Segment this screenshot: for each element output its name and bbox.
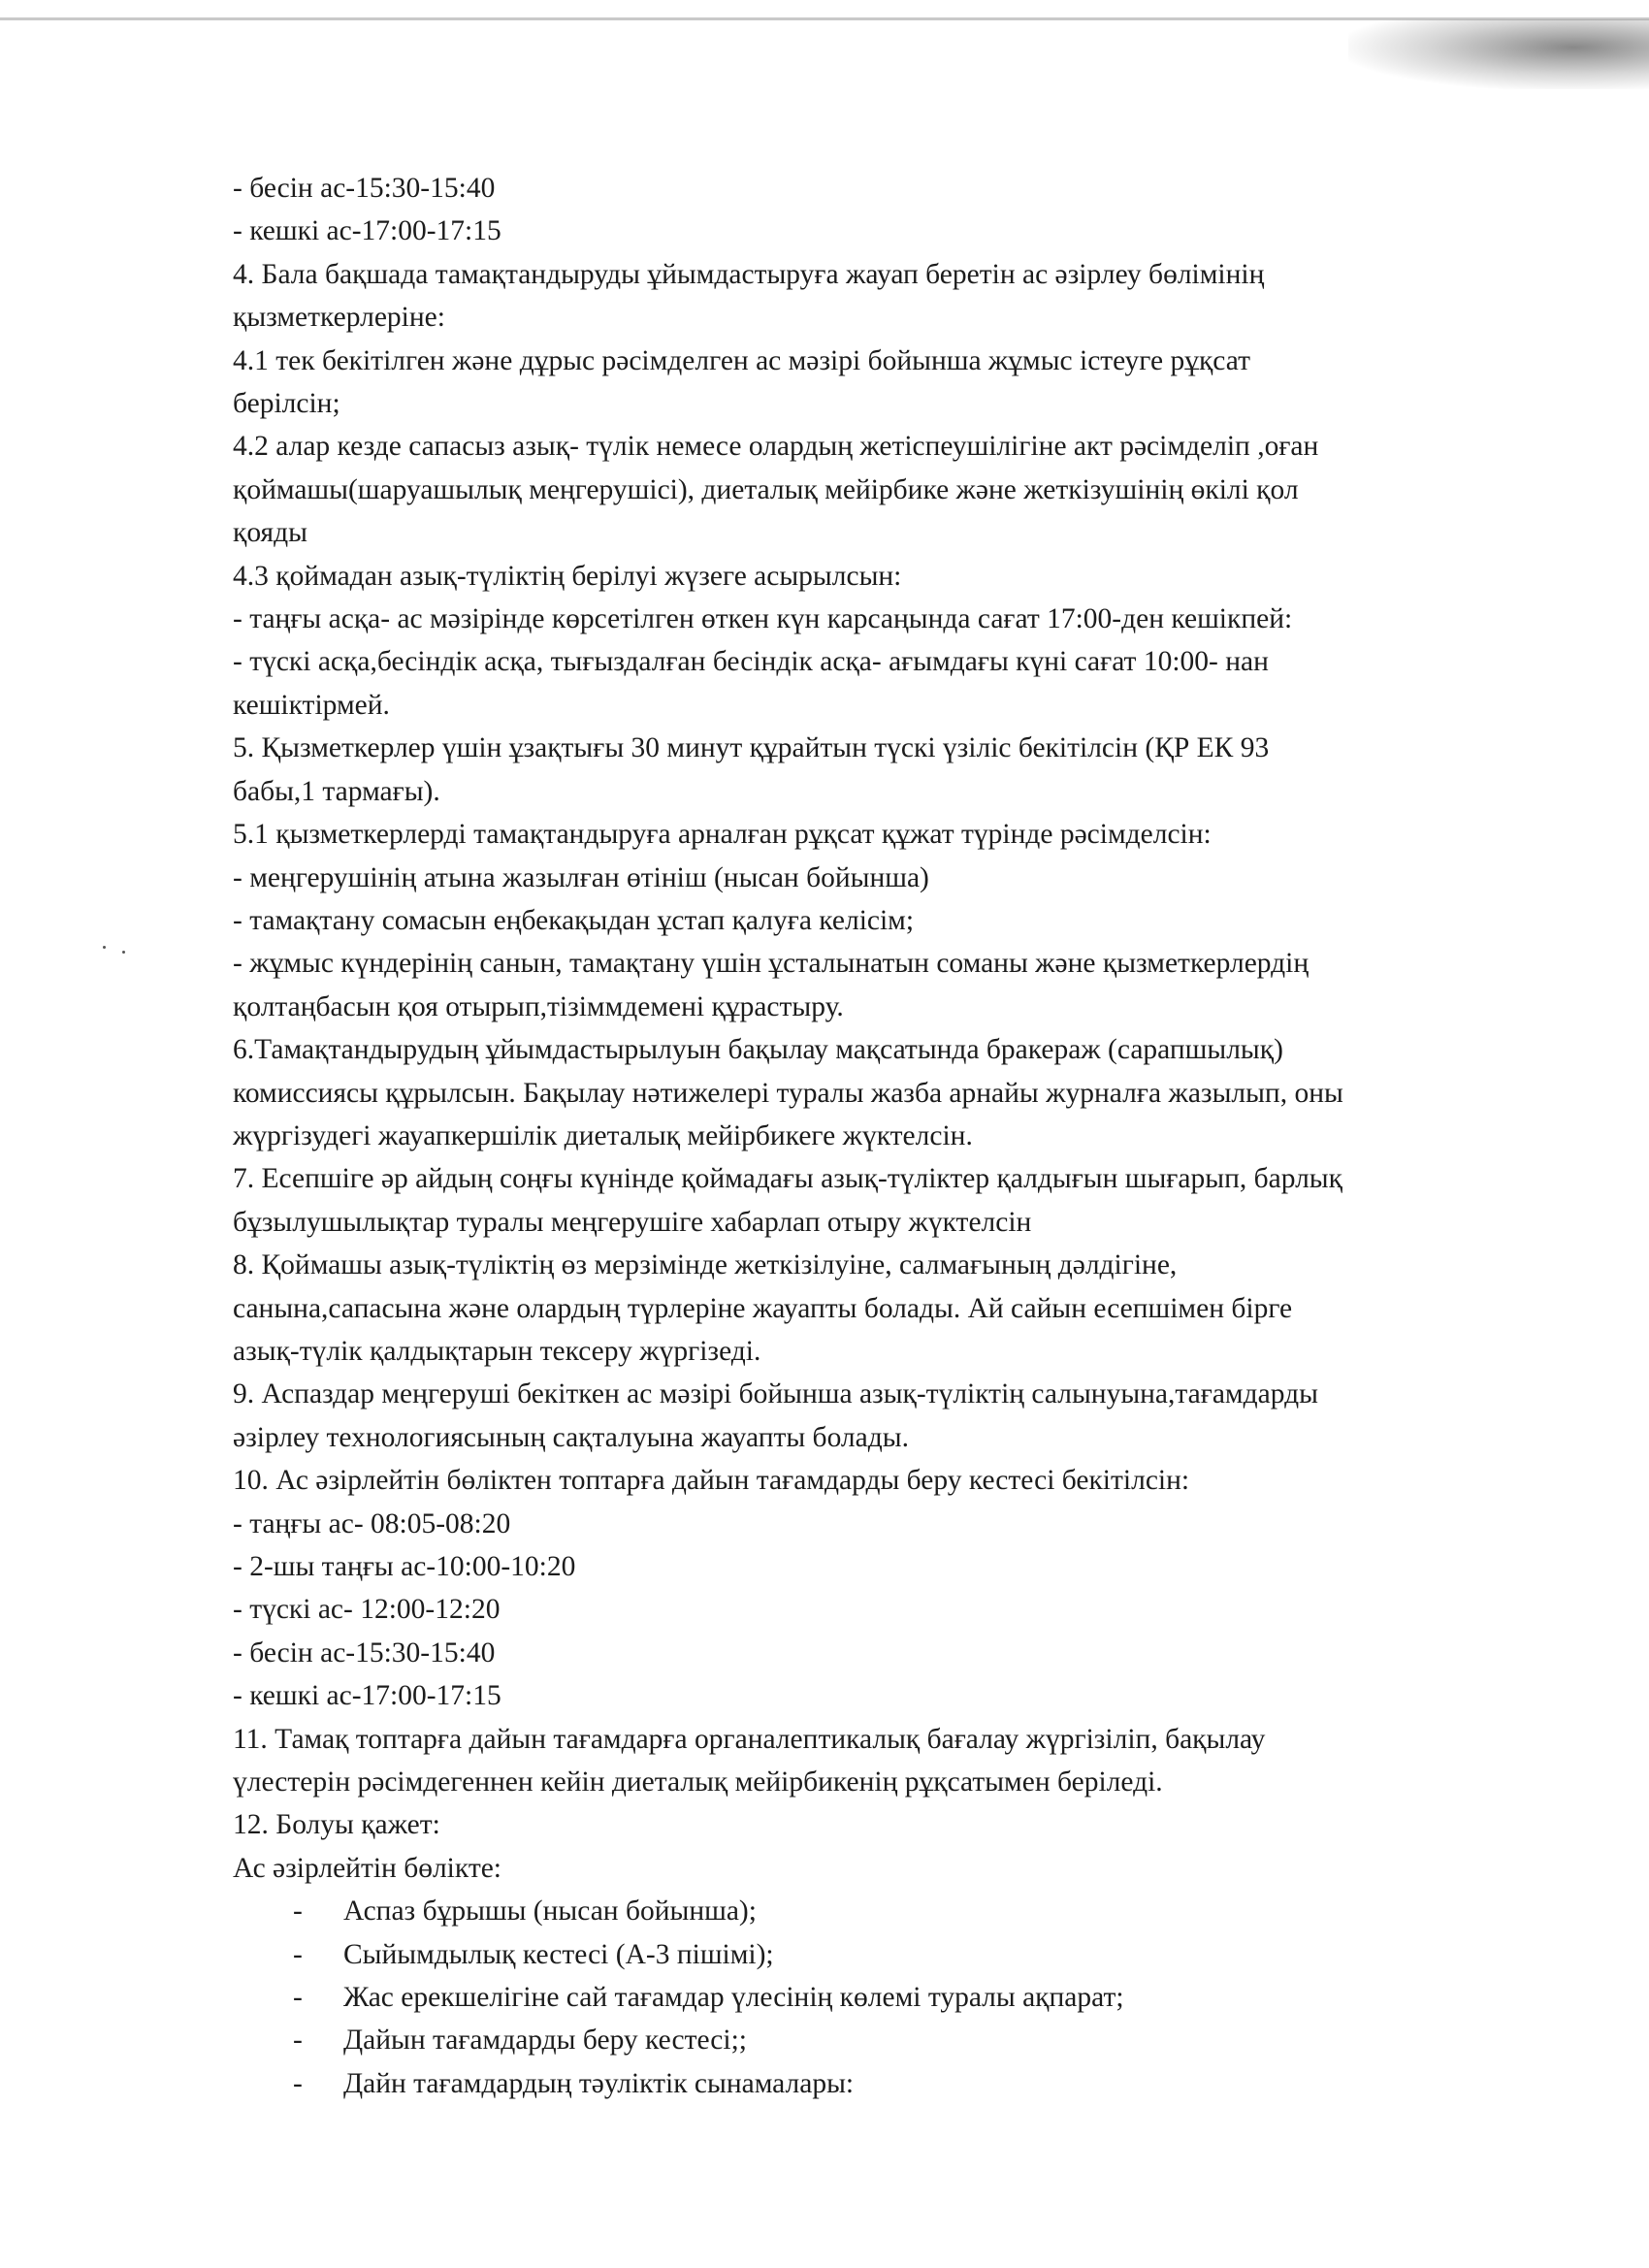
list-item-text: Сыйымдылық кестесі (А-3 пішімі); — [343, 1938, 774, 1970]
text-line: қызметкерлеріне: — [233, 302, 445, 334]
list-bullet: - — [293, 2025, 303, 2057]
list-item — [293, 1976, 1533, 2019]
text-line: Ас әзірлейтін бөлікте: — [233, 1852, 501, 1884]
list-item — [293, 1890, 1533, 1932]
document-body — [233, 167, 1533, 2105]
text-line: - тамақтану сомасын еңбекақыдан ұстап қалуға келісім; — [233, 904, 915, 936]
text-line: азық-түлік қалдықтарын тексеру жүргізеді. — [233, 1335, 761, 1367]
text-line: үлестерін рәсімдегеннен кейін диеталық мейірбикенің рұқсатымен беріледі. — [233, 1766, 1163, 1798]
scan-speck — [103, 946, 106, 949]
text-line: - бесін ас-15:30-15:40 — [233, 173, 496, 204]
text-line: 12. Болуы қажет: — [233, 1809, 440, 1841]
text-line: бұзылушылықтар туралы меңгерушіге хабарлап отыру жүктелсін — [233, 1206, 1032, 1238]
text-line: 10. Ас әзірлейтін бөліктен топтарға дайын тағамдарды беру кестесі бекітілсін: — [233, 1465, 1190, 1497]
text-line: 4.1 тек бекітілген және дұрыс рәсімделген ас мәзірі бойынша жұмыс істеуге рұқсат — [233, 344, 1250, 376]
text-line: - кешкі ас-17:00-17:15 — [233, 1680, 501, 1712]
text-line: 9. Аспаздар меңгеруші бекіткен ас мәзірі бойынша азық-түліктің салынуына,тағамдарды — [233, 1378, 1318, 1410]
text-line: қоймашы(шаруашылық меңгерушісі), диеталық мейірбике және жеткізушінің өкілі қол — [233, 473, 1299, 505]
text-line: - меңгерушінің атына жазылған өтініш (нысан бойынша) — [233, 861, 929, 893]
text-line: 7. Есепшіге әр айдың соңғы күнінде қоймадағы азық-түліктер қалдығын шығарып, барлық — [233, 1163, 1342, 1195]
text-line: комиссиясы құрылсын. Бақылау нәтижелері туралы жазба арнайы журналға жазылып, оны — [233, 1077, 1343, 1109]
list-item — [293, 2062, 1533, 2105]
text-line: 4.3 қоймадан азық-түліктің берілуі жүзеге асырылсын: — [233, 560, 902, 592]
list-item — [293, 1933, 1533, 1976]
text-line: 5. Қызметкерлер үшін ұзақтығы 30 минут құрайтын түскі үзіліс бекітілсін (ҚР ЕК 93 — [233, 732, 1270, 764]
list-bullet: - — [293, 1982, 303, 2014]
list-bullet: - — [293, 1938, 303, 1970]
text-line: кешіктірмей. — [233, 689, 390, 721]
text-line: санына,сапасына және олардың түрлеріне жауапты болады. Ай сайын есепшімен бірге — [233, 1292, 1293, 1324]
text-line: - кешкі ас-17:00-17:15 — [233, 215, 501, 247]
text-line: 5.1 қызметкерлерді тамақтандыруға арналған рұқсат құжат түрінде рәсімделсін: — [233, 819, 1212, 851]
scan-speck — [122, 951, 125, 954]
text-line: әзірлеу технологиясының сақталуына жауапты болады. — [233, 1421, 909, 1453]
text-line: - жұмыс күндерінің санын, тамақтану үшін ұсталынатын соманы және қызметкерлердің — [233, 948, 1310, 980]
text-line: - таңғы ас- 08:05-08:20 — [233, 1507, 511, 1539]
text-line: 11. Тамақ топтарға дайын тағамдарға органалептикалық бағалау жүргізіліп, бақылау — [233, 1723, 1266, 1755]
text-line: 4.2 алар кезде сапасыз азық- түлік немесе олардың жетіспеушілігіне акт рәсімделіп ,оған — [233, 431, 1319, 463]
list-item-text: Жас ерекшелігіне сай тағамдар үлесінің көлемі туралы ақпарат; — [343, 1982, 1124, 2014]
text-line: жүргізудегі жауапкершілік диеталық мейірбикеге жүктелсін. — [233, 1119, 973, 1151]
text-line: - 2-шы таңғы ас-10:00-10:20 — [233, 1551, 576, 1582]
text-line: - түскі асқа,бесіндік асқа, тығыздалған бесіндік асқа- ағымдағы күні сағат 10:00- нан — [233, 646, 1269, 678]
list-bullet: - — [293, 2067, 303, 2099]
text-line: қояды — [233, 517, 307, 549]
requirements-list — [293, 1890, 1533, 2105]
text-line: бабы,1 тармағы). — [233, 775, 440, 807]
list-item-text: Дайн тағамдардың тәуліктік сынамалары: — [343, 2067, 855, 2099]
list-item — [293, 2019, 1533, 2061]
text-line: қолтаңбасын қоя отырып,тізіммдемені құрастыру. — [233, 990, 844, 1022]
list-item-text: Аспаз бұрышы (нысан бойынша); — [343, 1895, 757, 1928]
text-line: 4. Бала бақшада тамақтандыруды ұйымдастыруға жауап беретін ас әзірлеу бөлімінің — [233, 258, 1265, 290]
scan-smudge — [1348, 19, 1649, 89]
text-line: - түскі ас- 12:00-12:20 — [233, 1594, 501, 1626]
text-line: берілсін; — [233, 388, 340, 420]
text-line: - бесін ас-15:30-15:40 — [233, 1636, 496, 1669]
text-line: - таңғы асқа- ас мәзірінде көрсетілген өткен күн карсаңында сағат 17:00-ден кешікпей: — [233, 603, 1293, 635]
list-bullet: - — [293, 1895, 303, 1928]
text-line: 6.Тамақтандырудың ұйымдастырылуын бақылау мақсатында бракераж (сарапшылық) — [233, 1034, 1283, 1066]
text-line: 8. Қоймашы азық-түліктің өз мерзімінде жеткізілуіне, салмағының дәлдігіне, — [233, 1249, 1178, 1281]
list-item-text: Дайын тағамдарды беру кестесі;; — [343, 2025, 747, 2057]
